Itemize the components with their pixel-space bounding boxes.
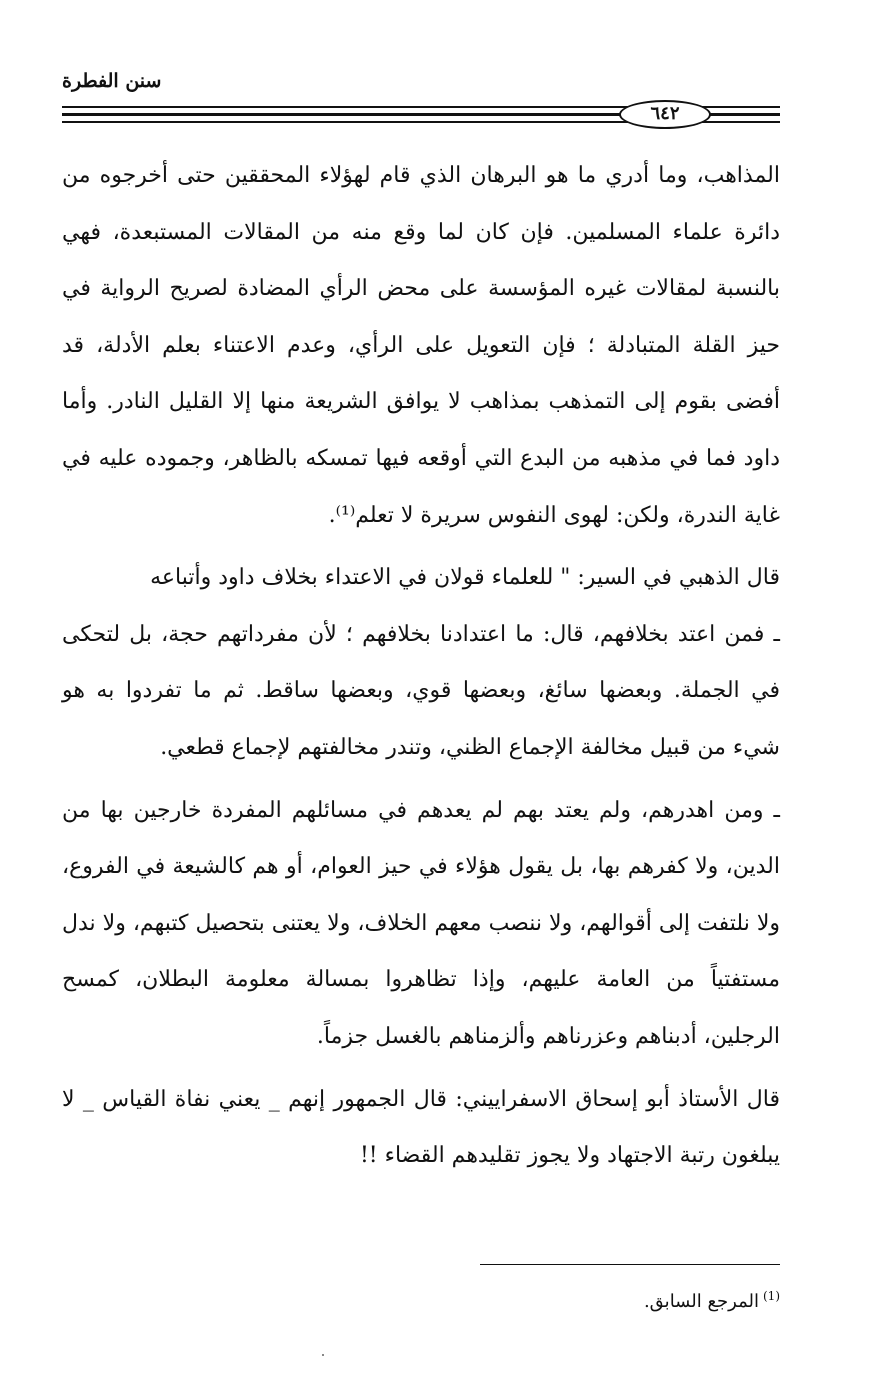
paragraph: قال الأستاذ أبو إسحاق الاسفراييني: قال الجمهور إنهم _ يعني نفاة القياس _ لا يبلغون رتبة الاجتهاد ولا يجوز تقليدهم القضاء !! [62, 1086, 780, 1169]
paragraph: ـ فمن اعتد بخلافهم، قال: ما اعتدادنا بخلافهم ؛ لأن مفرداتهم حجة، بل لتحكى في الجملة. وبعضها سائغ، وبعضها قوي، وبعضها ساقط. ثم ما تفردوا به هو شيء من قبيل مخالفة الإجماع الظني، وتندر مخالفتهم لإجماع قطعي. [62, 621, 780, 760]
paragraph: ـ ومن اهدرهم، ولم يعتد بهم لم يعدهم في مسائلهم المفردة خارجين بها من الدين، ولا كفرهم بها، بل يقول هؤلاء في حيز العوام، أو هم كالشيعة في الفروع، ولا نلتفت إلى أقوالهم، ولا ننصب معهم الخلاف، ولا يعتنى بتحصيل كتبهم، ولا ندل مستفتياً من العامة عليهم، وإذا تظاهروا بمسالة معلومة البطلان، كمسح الرجلين، أدبناهم وعزرناهم وألزمناهم بالغسل جزماً. [62, 797, 780, 1049]
footnote-marker: (1) [762, 1289, 780, 1303]
body-text [62, 148, 780, 1185]
paragraph: المذاهب، وما أدري ما هو البرهان الذي قام لهؤلاء المحققين حتى أخرجوه من دائرة علماء المسلمين. فإن كان لما وقع منه من المقالات المستبعدة، فهي بالنسبة لمقالات غيره المؤسسة على محض الرأي المضادة لصريح الرواية في حيز القلة المتبادلة ؛ فإن التعويل على الرأي، وعدم الاعتناء بعلم الأدلة، قد أفضى بقوم إلى التمذهب بمذاهب لا يوافق الشريعة منها إلا القليل النادر. وأما داود فما في مذهبه من البدع التي أوقعه فيها تمسكه بالظاهر، وجموده عليه في غاية الندرة، ولكن: لهوى النفوس سريرة لا تعلم⁽¹⁾. [62, 163, 780, 528]
footnote-text: المرجع السابق. [643, 1291, 759, 1312]
running-title: سنن الفطرة [62, 70, 162, 92]
paragraph: قال الذهبي في السير: " للعلماء قولان في الاعتداء بخلاف داود وأتباعه [150, 565, 780, 591]
footnote [300, 1282, 780, 1316]
scan-speck [322, 1354, 324, 1356]
page-number: ٦٤٢ [619, 100, 711, 129]
footnote-separator [480, 1264, 780, 1265]
